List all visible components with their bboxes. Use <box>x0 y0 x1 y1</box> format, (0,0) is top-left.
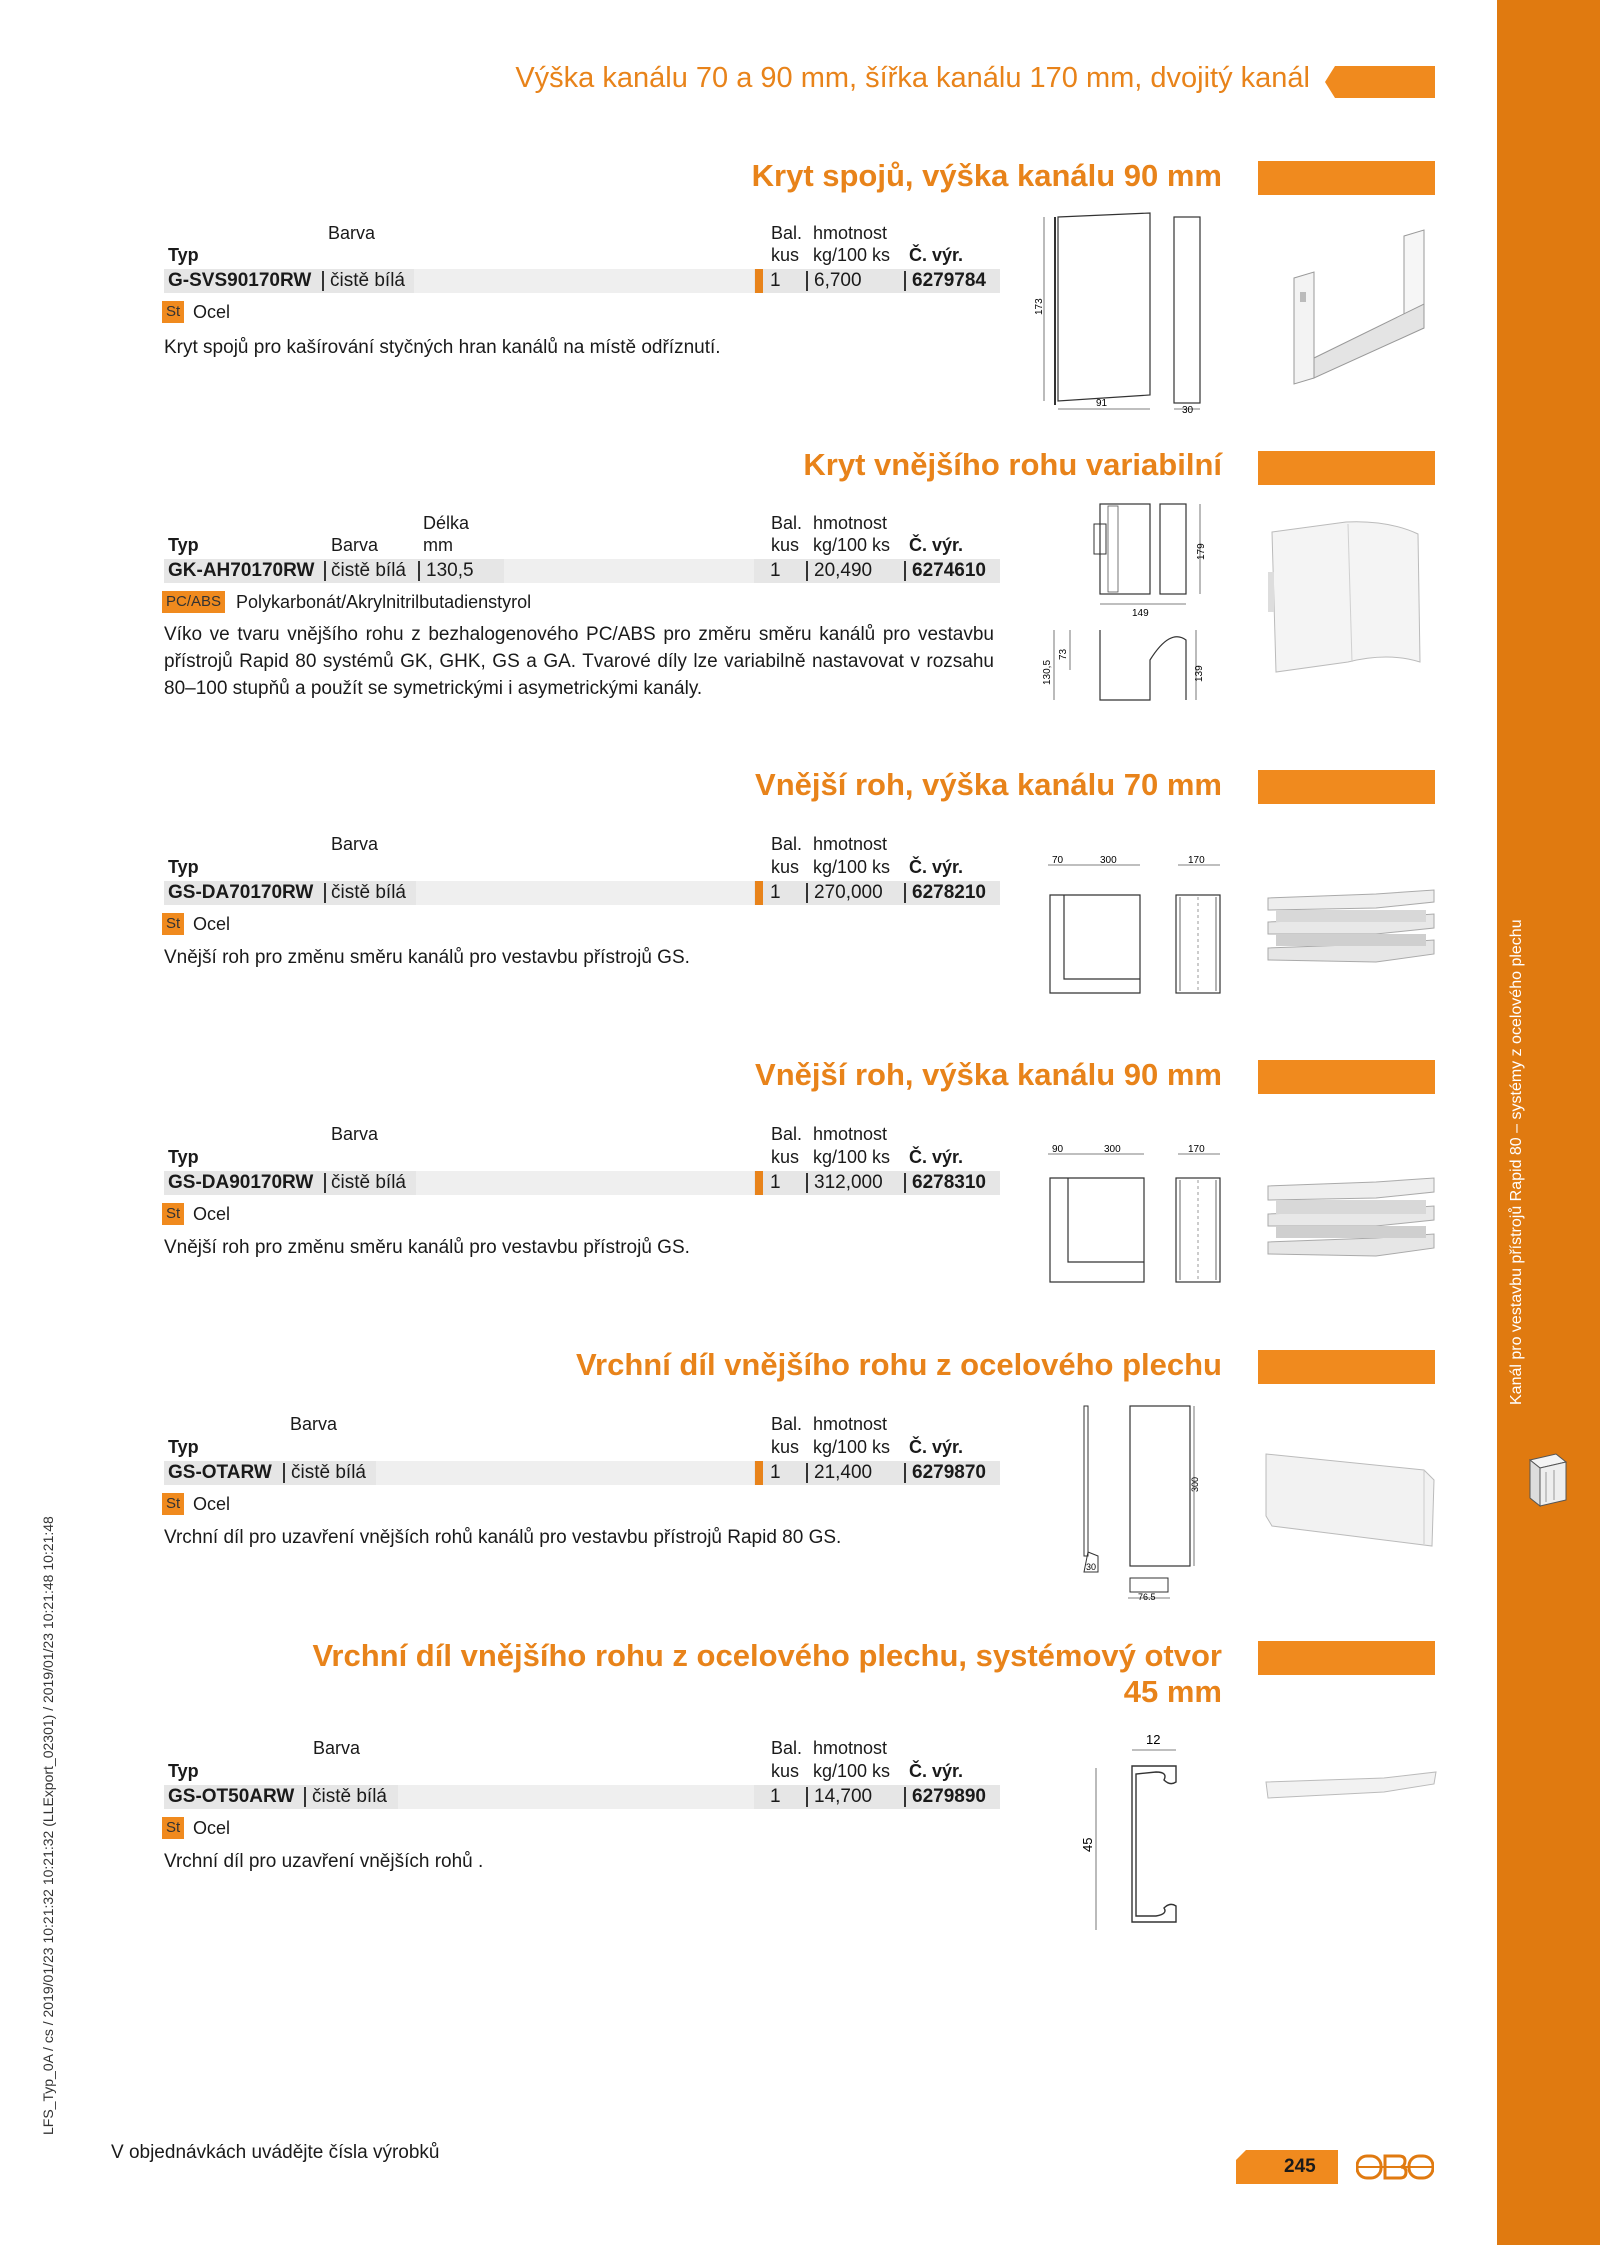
col-barva: Barva <box>313 1738 361 1758</box>
dim-label: 30 <box>1086 1562 1097 1572</box>
page-number: 245 <box>1284 2156 1316 2177</box>
col-cvyr: Č. výr. <box>909 245 964 265</box>
col-hmotnost: hmotnost <box>813 1124 888 1144</box>
header-tab-arrow-icon <box>1325 66 1435 98</box>
cell-typ: GK-AH70170RW <box>168 560 315 581</box>
col-typ: Typ <box>168 1437 199 1457</box>
col-typ: Typ <box>168 1761 199 1781</box>
drawing-outer-corner-70 <box>1030 855 1230 1000</box>
description: Vrchní díl pro uzavření vnějších rohů kanálů pro vestavbu přístrojů Rapid 80 GS. <box>164 1527 842 1548</box>
table-row <box>164 559 1000 583</box>
table-row <box>164 1785 1000 1809</box>
table-row <box>164 1171 1000 1195</box>
dim-label: 30 <box>1182 405 1194 415</box>
title-bar <box>1258 1350 1435 1384</box>
cell-typ: GS-DA70170RW <box>168 882 314 903</box>
col-barva: Barva <box>328 223 376 243</box>
col-cvyr: Č. výr. <box>909 1147 964 1167</box>
col-kg: kg/100 ks <box>813 1437 891 1457</box>
material-badge: St <box>162 1203 184 1225</box>
drawing-joint-cover <box>1034 205 1214 415</box>
dim-label: 179 <box>1196 543 1207 560</box>
section-title: Kryt spojů, výška kanálu 90 mm <box>751 158 1222 193</box>
cell-barva: čistě bílá <box>312 1786 387 1807</box>
section-title: Kryt vnějšího rohu variabilní <box>803 447 1222 482</box>
section-title-line1: Vrchní díl vnějšího rohu z ocelového plechu, systémový otvor <box>312 1638 1222 1673</box>
cell-hmotnost: 21,400 <box>814 1462 873 1483</box>
dim-label: 70 <box>1052 855 1064 866</box>
col-barva: Barva <box>331 535 379 555</box>
material-badge: St <box>162 301 184 323</box>
cell-hmotnost: 270,000 <box>814 882 883 903</box>
title-bar <box>1258 161 1435 195</box>
col-kg: kg/100 ks <box>813 1761 891 1781</box>
table-row <box>164 881 1000 905</box>
section-title <box>312 1638 1222 1710</box>
cell-barva: čistě bílá <box>291 1462 366 1483</box>
col-hmotnost: hmotnost <box>813 223 888 243</box>
description: Vnější roh pro změnu směru kanálů pro vestavbu přístrojů GS. <box>164 1237 690 1258</box>
cell-cvyr: 6274610 <box>912 560 986 581</box>
material-badge: St <box>162 913 184 935</box>
cell-barva: čistě bílá <box>331 560 406 581</box>
title-bar <box>1258 1060 1435 1094</box>
cell-cvyr: 6279870 <box>912 1462 986 1483</box>
col-bal: Bal. <box>771 1738 803 1758</box>
col-kus: kus <box>771 245 800 265</box>
cell-cvyr: 6279784 <box>912 270 986 291</box>
table-row <box>164 269 1000 293</box>
col-typ: Typ <box>168 1147 199 1167</box>
cell-typ: GS-OT50ARW <box>168 1786 295 1807</box>
col-hmotnost: hmotnost <box>813 1738 888 1758</box>
col-barva: Barva <box>331 834 379 854</box>
photo-outer-corner-70 <box>1266 888 1438 978</box>
cell-barva: čistě bílá <box>330 270 405 291</box>
material-name: Ocel <box>193 1494 231 1514</box>
col-bal: Bal. <box>771 834 803 854</box>
dim-label: 149 <box>1132 608 1149 619</box>
material-badge: PC/ABS <box>162 591 225 613</box>
col-cvyr: Č. výr. <box>909 535 964 555</box>
title-bar <box>1258 770 1435 804</box>
dim-label: 76.5 <box>1138 1592 1156 1602</box>
col-kg: kg/100 ks <box>813 1147 891 1167</box>
obo-logo <box>1356 2152 1434 2184</box>
dim-label: 300 <box>1104 1144 1121 1155</box>
cell-hmotnost: 312,000 <box>814 1172 883 1193</box>
col-bal: Bal. <box>771 223 803 243</box>
cell-typ: GS-OTARW <box>168 1462 272 1483</box>
col-cvyr: Č. výr. <box>909 1761 964 1781</box>
col-cvyr: Č. výr. <box>909 857 964 877</box>
drawing-corner-cover <box>1040 500 1210 720</box>
dim-label: 139 <box>1194 665 1205 682</box>
drawing-top-part-slot <box>1076 1726 1196 1938</box>
cell-barva: čistě bílá <box>331 1172 406 1193</box>
sidebar-text: Kanál pro vestavbu přístrojů Rapid 80 – systémy z ocelového plechu <box>1508 919 1525 1405</box>
dim-label: 300 <box>1100 855 1117 866</box>
col-delka: Délka <box>423 513 470 533</box>
col-mm: mm <box>423 535 453 555</box>
drawing-outer-corner-90 <box>1030 1144 1230 1289</box>
col-kg: kg/100 ks <box>813 535 891 555</box>
col-kus: kus <box>771 535 800 555</box>
cell-bal: 1 <box>770 1172 781 1193</box>
col-barva: Barva <box>290 1414 338 1434</box>
cell-bal: 1 <box>770 1462 781 1483</box>
col-kg: kg/100 ks <box>813 857 891 877</box>
dim-label: 170 <box>1188 1144 1205 1155</box>
dim-label: 90 <box>1052 1144 1064 1155</box>
cable-channel-icon <box>1526 1452 1570 1508</box>
title-bar <box>1258 451 1435 485</box>
material-badge: St <box>162 1493 184 1515</box>
section-title: Vrchní díl vnějšího rohu z ocelového plechu <box>576 1347 1222 1382</box>
document-code: LFS_Typ_0A / cs / 2019/01/23 10:21:32 10:21:32 (LLExport_02301) / 2019/01/23 10:21:48 10:21:48 <box>40 1516 56 2135</box>
col-typ: Typ <box>168 535 199 555</box>
col-bal: Bal. <box>771 513 803 533</box>
dim-label: 130,5 <box>1042 659 1053 685</box>
cell-bal: 1 <box>770 882 781 903</box>
dim-label: 91 <box>1096 398 1108 409</box>
col-kus: kus <box>771 857 800 877</box>
col-kus: kus <box>771 1147 800 1167</box>
cell-delka: 130,5 <box>426 560 474 581</box>
col-bal: Bal. <box>771 1414 803 1434</box>
description: Víko ve tvaru vnějšího rohu z bezhalogenového PC/ABS pro změru směru kanálů pro vestavbu přístrojů Rapid 80 systémů GK, GHK, GS a GA. Tvarové díly lze variabilně nastavovat v rozsahu 80–100 stupňů a použít se symetrickými i asymetrickými kanály. <box>164 624 994 699</box>
cell-bal: 1 <box>770 560 781 581</box>
drawing-top-part <box>1078 1402 1208 1602</box>
col-barva: Barva <box>331 1124 379 1144</box>
cell-barva: čistě bílá <box>331 882 406 903</box>
cell-typ: G-SVS90170RW <box>168 270 312 291</box>
material-name: Ocel <box>193 302 231 322</box>
cell-cvyr: 6278210 <box>912 882 986 903</box>
col-kus: kus <box>771 1761 800 1781</box>
description: Kryt spojů pro kašírování styčných hran kanálů na místě odříznutí. <box>164 337 721 358</box>
col-hmotnost: hmotnost <box>813 513 888 533</box>
photo-top-part <box>1264 1450 1440 1550</box>
photo-joint-cover <box>1284 228 1444 388</box>
col-typ: Typ <box>168 245 199 265</box>
dim-label: 300 <box>1190 1476 1200 1492</box>
description: Vrchní díl pro uzavření vnějších rohů . <box>164 1851 484 1872</box>
col-cvyr: Č. výr. <box>909 1437 964 1457</box>
cell-hmotnost: 14,700 <box>814 1786 873 1807</box>
table-row <box>164 1461 1000 1485</box>
col-bal: Bal. <box>771 1124 803 1144</box>
dim-label: 45 <box>1080 1837 1095 1852</box>
cell-bal: 1 <box>770 270 781 291</box>
footer-note: V objednávkách uvádějte čísla výrobků <box>111 2142 440 2163</box>
cell-hmotnost: 20,490 <box>814 560 873 581</box>
cell-cvyr: 6279890 <box>912 1786 986 1807</box>
dim-label: 173 <box>1034 298 1045 315</box>
col-kus: kus <box>771 1437 800 1457</box>
material-name: Ocel <box>193 914 231 934</box>
col-hmotnost: hmotnost <box>813 1414 888 1434</box>
photo-outer-corner-90 <box>1266 1176 1438 1272</box>
cell-bal: 1 <box>770 1786 781 1807</box>
col-kg: kg/100 ks <box>813 245 891 265</box>
title-bar <box>1258 1641 1435 1675</box>
description: Vnější roh pro změnu směru kanálů pro vestavbu přístrojů GS. <box>164 947 690 968</box>
material-name: Ocel <box>193 1204 231 1224</box>
section-title-line2: 45 mm <box>1123 1674 1222 1709</box>
cell-hmotnost: 6,700 <box>814 270 862 291</box>
cell-cvyr: 6278310 <box>912 1172 986 1193</box>
section-title: Vnější roh, výška kanálu 70 mm <box>755 767 1222 802</box>
dim-label: 73 <box>1058 648 1069 660</box>
col-hmotnost: hmotnost <box>813 834 888 854</box>
material-name: Polykarbonát/Akrylnitrilbutadienstyrol <box>236 592 532 612</box>
cell-typ: GS-DA90170RW <box>168 1172 314 1193</box>
dim-label: 170 <box>1188 855 1205 866</box>
material-name: Ocel <box>193 1818 231 1838</box>
photo-top-part-slot <box>1264 1766 1440 1806</box>
col-typ: Typ <box>168 857 199 877</box>
section-title: Vnější roh, výška kanálu 90 mm <box>755 1057 1222 1092</box>
material-badge: St <box>162 1817 184 1839</box>
page-header: Výška kanálu 70 a 90 mm, šířka kanálu 170 mm, dvojitý kanál <box>515 62 1310 94</box>
dim-label: 12 <box>1146 1732 1161 1747</box>
photo-corner-cover <box>1268 512 1438 682</box>
